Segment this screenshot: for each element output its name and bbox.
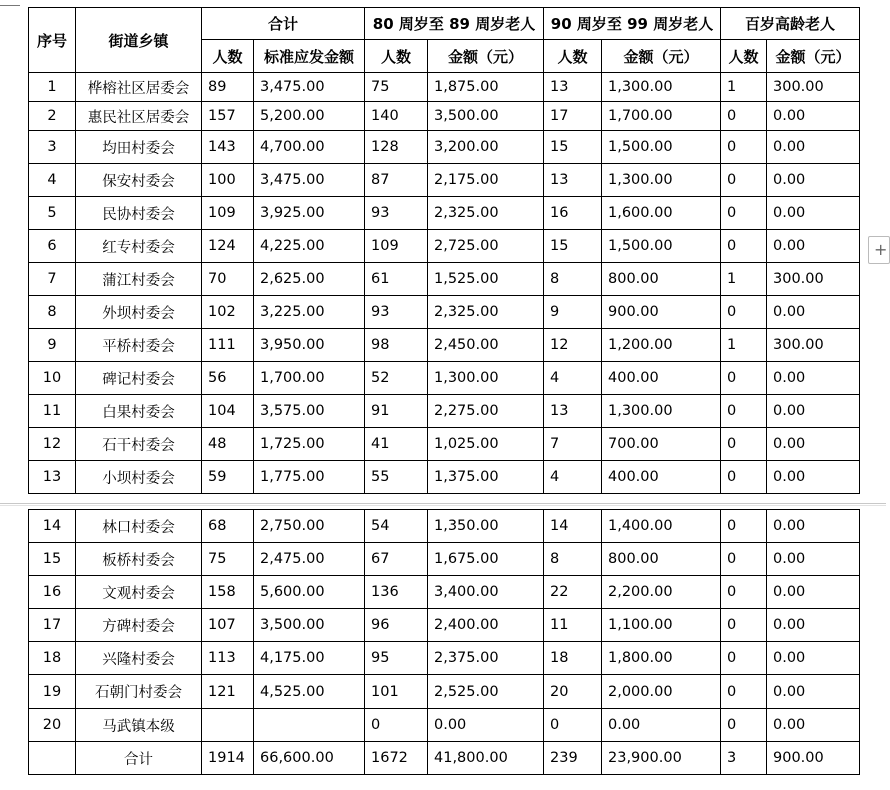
cell-80-amount: 2,400.00 <box>428 609 544 642</box>
cell-80-people: 52 <box>365 362 428 395</box>
cell-90-people: 4 <box>544 461 602 494</box>
cell-90-amount: 1,300.00 <box>602 164 721 197</box>
cell-80-amount: 1,300.00 <box>428 362 544 395</box>
header-standard-amount: 标准应发金额 <box>254 40 365 73</box>
cell-100-people: 0 <box>721 609 767 642</box>
table-row <box>29 131 860 164</box>
cell-seq: 8 <box>29 296 76 329</box>
cell-standard-amount: 66,600.00 <box>254 742 365 775</box>
cell-100-people: 0 <box>721 164 767 197</box>
cell-street: 保安村委会 <box>76 164 202 197</box>
cell-90-people: 11 <box>544 609 602 642</box>
cell-standard-amount: 1,775.00 <box>254 461 365 494</box>
header-group-80-89: 80 周岁至 89 周岁老人 <box>365 8 544 40</box>
table-row <box>29 576 860 609</box>
cell-standard-amount: 3,950.00 <box>254 329 365 362</box>
header-amount: 金额（元） <box>428 40 544 73</box>
cell-80-amount: 3,400.00 <box>428 576 544 609</box>
table-row <box>29 362 860 395</box>
cell-100-amount: 300.00 <box>767 263 860 296</box>
cell-standard-amount <box>254 709 365 742</box>
cell-100-people: 0 <box>721 362 767 395</box>
cell-100-amount: 0.00 <box>767 675 860 709</box>
cell-seq: 20 <box>29 709 76 742</box>
cell-seq: 19 <box>29 675 76 709</box>
cell-100-people: 0 <box>721 230 767 263</box>
cell-80-people: 1672 <box>365 742 428 775</box>
cell-street: 惠民社区居委会 <box>76 102 202 131</box>
cell-100-amount: 300.00 <box>767 329 860 362</box>
cell-100-amount: 0.00 <box>767 131 860 164</box>
cell-90-people: 12 <box>544 329 602 362</box>
cell-80-amount: 1,350.00 <box>428 510 544 543</box>
cell-80-amount: 2,275.00 <box>428 395 544 428</box>
page-break-line <box>0 503 886 504</box>
cell-seq: 16 <box>29 576 76 609</box>
cell-90-amount: 1,100.00 <box>602 609 721 642</box>
cell-total-people: 158 <box>202 576 254 609</box>
cell-standard-amount: 3,475.00 <box>254 164 365 197</box>
cell-100-amount: 0.00 <box>767 230 860 263</box>
cell-total-people: 111 <box>202 329 254 362</box>
cell-100-people: 0 <box>721 395 767 428</box>
table-row <box>29 296 860 329</box>
cell-100-amount: 0.00 <box>767 362 860 395</box>
cell-total-people: 104 <box>202 395 254 428</box>
cell-standard-amount: 3,925.00 <box>254 197 365 230</box>
cell-100-people: 0 <box>721 709 767 742</box>
cell-100-amount: 0.00 <box>767 102 860 131</box>
table-row <box>29 73 860 102</box>
cell-80-people: 98 <box>365 329 428 362</box>
cell-90-amount: 23,900.00 <box>602 742 721 775</box>
cell-street: 平桥村委会 <box>76 329 202 362</box>
cell-90-people: 239 <box>544 742 602 775</box>
cell-street: 红专村委会 <box>76 230 202 263</box>
table-row <box>29 197 860 230</box>
cell-80-amount: 2,375.00 <box>428 642 544 675</box>
cell-seq: 14 <box>29 510 76 543</box>
cell-total-people: 59 <box>202 461 254 494</box>
cell-100-amount: 0.00 <box>767 709 860 742</box>
cell-90-amount: 800.00 <box>602 263 721 296</box>
cell-90-people: 9 <box>544 296 602 329</box>
cell-standard-amount: 3,575.00 <box>254 395 365 428</box>
cell-90-people: 15 <box>544 230 602 263</box>
header-people: 人数 <box>544 40 602 73</box>
cell-90-people: 8 <box>544 263 602 296</box>
page-break-line <box>0 505 886 506</box>
cell-90-amount: 900.00 <box>602 296 721 329</box>
cell-100-amount: 0.00 <box>767 428 860 461</box>
cell-standard-amount: 4,525.00 <box>254 675 365 709</box>
cell-seq: 15 <box>29 543 76 576</box>
cell-90-amount: 1,500.00 <box>602 230 721 263</box>
cell-100-people: 0 <box>721 461 767 494</box>
cell-total-people: 109 <box>202 197 254 230</box>
cell-seq: 9 <box>29 329 76 362</box>
cell-80-people: 87 <box>365 164 428 197</box>
cell-standard-amount: 5,200.00 <box>254 102 365 131</box>
cell-80-amount: 2,450.00 <box>428 329 544 362</box>
cell-100-people: 0 <box>721 131 767 164</box>
header-group-100: 百岁高龄老人 <box>721 8 860 40</box>
cell-80-people: 128 <box>365 131 428 164</box>
cell-seq: 13 <box>29 461 76 494</box>
cell-total-people: 1914 <box>202 742 254 775</box>
table-handle-mark <box>0 0 20 6</box>
cell-standard-amount: 4,700.00 <box>254 131 365 164</box>
cell-80-amount: 2,325.00 <box>428 296 544 329</box>
cell-100-amount: 0.00 <box>767 609 860 642</box>
cell-street: 板桥村委会 <box>76 543 202 576</box>
cell-100-amount: 0.00 <box>767 197 860 230</box>
cell-total-people: 68 <box>202 510 254 543</box>
cell-total-people: 107 <box>202 609 254 642</box>
table-row <box>29 164 860 197</box>
cell-80-people: 0 <box>365 709 428 742</box>
cell-80-people: 61 <box>365 263 428 296</box>
cell-100-amount: 0.00 <box>767 461 860 494</box>
cell-seq: 11 <box>29 395 76 428</box>
cell-90-amount: 1,700.00 <box>602 102 721 131</box>
cell-standard-amount: 2,750.00 <box>254 510 365 543</box>
cell-80-people: 95 <box>365 642 428 675</box>
cell-total-people: 70 <box>202 263 254 296</box>
table-row <box>29 428 860 461</box>
cell-90-people: 13 <box>544 73 602 102</box>
cell-90-amount: 1,300.00 <box>602 73 721 102</box>
cell-seq: 1 <box>29 73 76 102</box>
table-row <box>29 609 860 642</box>
cell-100-people: 0 <box>721 102 767 131</box>
cell-90-people: 18 <box>544 642 602 675</box>
cell-80-amount: 1,375.00 <box>428 461 544 494</box>
cell-standard-amount: 4,175.00 <box>254 642 365 675</box>
table-row <box>29 395 860 428</box>
cell-total-people: 157 <box>202 102 254 131</box>
cell-total-people: 56 <box>202 362 254 395</box>
cell-90-amount: 0.00 <box>602 709 721 742</box>
cell-total-people: 113 <box>202 642 254 675</box>
cell-seq: 5 <box>29 197 76 230</box>
cell-90-amount: 1,300.00 <box>602 395 721 428</box>
cell-seq: 2 <box>29 102 76 131</box>
cell-total-people <box>202 709 254 742</box>
cell-standard-amount: 5,600.00 <box>254 576 365 609</box>
cell-100-people: 1 <box>721 73 767 102</box>
cell-100-amount: 0.00 <box>767 510 860 543</box>
cell-standard-amount: 3,225.00 <box>254 296 365 329</box>
cell-100-amount: 300.00 <box>767 73 860 102</box>
cell-street: 合计 <box>76 742 202 775</box>
cell-total-people: 48 <box>202 428 254 461</box>
cell-80-people: 96 <box>365 609 428 642</box>
cell-80-people: 75 <box>365 73 428 102</box>
cell-80-amount: 1,675.00 <box>428 543 544 576</box>
cell-street: 马武镇本级 <box>76 709 202 742</box>
cell-80-people: 67 <box>365 543 428 576</box>
table-row <box>29 230 860 263</box>
cell-80-people: 41 <box>365 428 428 461</box>
cell-80-people: 93 <box>365 296 428 329</box>
subsidy-table-part-1 <box>28 7 860 494</box>
cell-80-amount: 1,525.00 <box>428 263 544 296</box>
header-street: 街道乡镇 <box>76 8 202 73</box>
cell-90-amount: 1,800.00 <box>602 642 721 675</box>
header-amount: 金额（元） <box>602 40 721 73</box>
table-row <box>29 329 860 362</box>
header-people: 人数 <box>721 40 767 73</box>
cell-100-people: 1 <box>721 329 767 362</box>
cell-100-amount: 0.00 <box>767 395 860 428</box>
cell-90-people: 20 <box>544 675 602 709</box>
table-row <box>29 543 860 576</box>
cell-100-amount: 0.00 <box>767 296 860 329</box>
subsidy-table-part-2 <box>28 509 860 775</box>
cell-seq: 4 <box>29 164 76 197</box>
cell-total-people: 75 <box>202 543 254 576</box>
cell-street: 蒲江村委会 <box>76 263 202 296</box>
cell-seq: 7 <box>29 263 76 296</box>
cell-100-amount: 0.00 <box>767 576 860 609</box>
cell-80-amount: 3,500.00 <box>428 102 544 131</box>
cell-90-amount: 2,200.00 <box>602 576 721 609</box>
cell-90-people: 22 <box>544 576 602 609</box>
table-row <box>29 510 860 543</box>
cell-90-people: 0 <box>544 709 602 742</box>
cell-90-people: 17 <box>544 102 602 131</box>
cell-100-amount: 0.00 <box>767 642 860 675</box>
table-row <box>29 742 860 775</box>
cell-street: 方碑村委会 <box>76 609 202 642</box>
cell-80-amount: 2,525.00 <box>428 675 544 709</box>
cell-seq: 6 <box>29 230 76 263</box>
cell-seq: 3 <box>29 131 76 164</box>
cell-100-people: 0 <box>721 675 767 709</box>
cell-street: 石朝门村委会 <box>76 675 202 709</box>
cell-80-amount: 3,200.00 <box>428 131 544 164</box>
cell-90-amount: 700.00 <box>602 428 721 461</box>
cell-standard-amount: 3,475.00 <box>254 73 365 102</box>
table-row <box>29 461 860 494</box>
cell-80-people: 136 <box>365 576 428 609</box>
cell-90-people: 13 <box>544 164 602 197</box>
cell-street: 林口村委会 <box>76 510 202 543</box>
cell-street: 均田村委会 <box>76 131 202 164</box>
cell-100-people: 0 <box>721 642 767 675</box>
add-column-button[interactable]: + <box>868 236 890 264</box>
cell-100-amount: 0.00 <box>767 164 860 197</box>
cell-seq: 18 <box>29 642 76 675</box>
cell-80-amount: 0.00 <box>428 709 544 742</box>
cell-80-people: 55 <box>365 461 428 494</box>
cell-100-people: 0 <box>721 296 767 329</box>
cell-street: 兴隆村委会 <box>76 642 202 675</box>
cell-seq: 12 <box>29 428 76 461</box>
cell-90-amount: 400.00 <box>602 362 721 395</box>
cell-100-people: 3 <box>721 742 767 775</box>
table-row <box>29 102 860 131</box>
cell-80-people: 93 <box>365 197 428 230</box>
cell-90-people: 13 <box>544 395 602 428</box>
cell-100-people: 1 <box>721 263 767 296</box>
cell-90-people: 14 <box>544 510 602 543</box>
cell-street: 碑记村委会 <box>76 362 202 395</box>
cell-80-people: 91 <box>365 395 428 428</box>
table-row <box>29 263 860 296</box>
cell-standard-amount: 2,625.00 <box>254 263 365 296</box>
cell-street: 石干村委会 <box>76 428 202 461</box>
cell-total-people: 100 <box>202 164 254 197</box>
table-row <box>29 675 860 709</box>
cell-street: 白果村委会 <box>76 395 202 428</box>
header-total: 合计 <box>202 8 365 40</box>
cell-100-people: 0 <box>721 197 767 230</box>
cell-total-people: 102 <box>202 296 254 329</box>
cell-90-amount: 1,600.00 <box>602 197 721 230</box>
cell-100-people: 0 <box>721 510 767 543</box>
cell-total-people: 124 <box>202 230 254 263</box>
cell-80-people: 109 <box>365 230 428 263</box>
cell-total-people: 89 <box>202 73 254 102</box>
cell-street: 民协村委会 <box>76 197 202 230</box>
header-people: 人数 <box>365 40 428 73</box>
cell-100-amount: 0.00 <box>767 543 860 576</box>
cell-90-amount: 400.00 <box>602 461 721 494</box>
cell-standard-amount: 3,500.00 <box>254 609 365 642</box>
cell-street: 桦榕社区居委会 <box>76 73 202 102</box>
cell-100-people: 0 <box>721 576 767 609</box>
cell-90-people: 4 <box>544 362 602 395</box>
cell-street: 外坝村委会 <box>76 296 202 329</box>
cell-80-people: 101 <box>365 675 428 709</box>
cell-total-people: 121 <box>202 675 254 709</box>
table-row <box>29 709 860 742</box>
cell-80-amount: 41,800.00 <box>428 742 544 775</box>
cell-80-people: 140 <box>365 102 428 131</box>
header-amount: 金额（元） <box>767 40 860 73</box>
cell-seq: 10 <box>29 362 76 395</box>
cell-90-amount: 2,000.00 <box>602 675 721 709</box>
header-group-90-99: 90 周岁至 99 周岁老人 <box>544 8 721 40</box>
cell-90-amount: 1,200.00 <box>602 329 721 362</box>
cell-80-amount: 1,025.00 <box>428 428 544 461</box>
header-seq: 序号 <box>29 8 76 73</box>
cell-80-amount: 1,875.00 <box>428 73 544 102</box>
cell-90-people: 16 <box>544 197 602 230</box>
cell-90-people: 8 <box>544 543 602 576</box>
cell-80-people: 54 <box>365 510 428 543</box>
cell-seq: 17 <box>29 609 76 642</box>
cell-standard-amount: 4,225.00 <box>254 230 365 263</box>
cell-seq <box>29 742 76 775</box>
cell-90-people: 15 <box>544 131 602 164</box>
cell-standard-amount: 2,475.00 <box>254 543 365 576</box>
cell-90-amount: 1,500.00 <box>602 131 721 164</box>
cell-total-people: 143 <box>202 131 254 164</box>
cell-80-amount: 2,725.00 <box>428 230 544 263</box>
cell-90-amount: 1,400.00 <box>602 510 721 543</box>
cell-100-people: 0 <box>721 428 767 461</box>
cell-standard-amount: 1,725.00 <box>254 428 365 461</box>
cell-100-amount: 900.00 <box>767 742 860 775</box>
cell-standard-amount: 1,700.00 <box>254 362 365 395</box>
cell-80-amount: 2,325.00 <box>428 197 544 230</box>
cell-90-amount: 800.00 <box>602 543 721 576</box>
header-people: 人数 <box>202 40 254 73</box>
cell-100-people: 0 <box>721 543 767 576</box>
cell-street: 小坝村委会 <box>76 461 202 494</box>
cell-90-people: 7 <box>544 428 602 461</box>
table-row <box>29 642 860 675</box>
cell-street: 文观村委会 <box>76 576 202 609</box>
cell-80-amount: 2,175.00 <box>428 164 544 197</box>
